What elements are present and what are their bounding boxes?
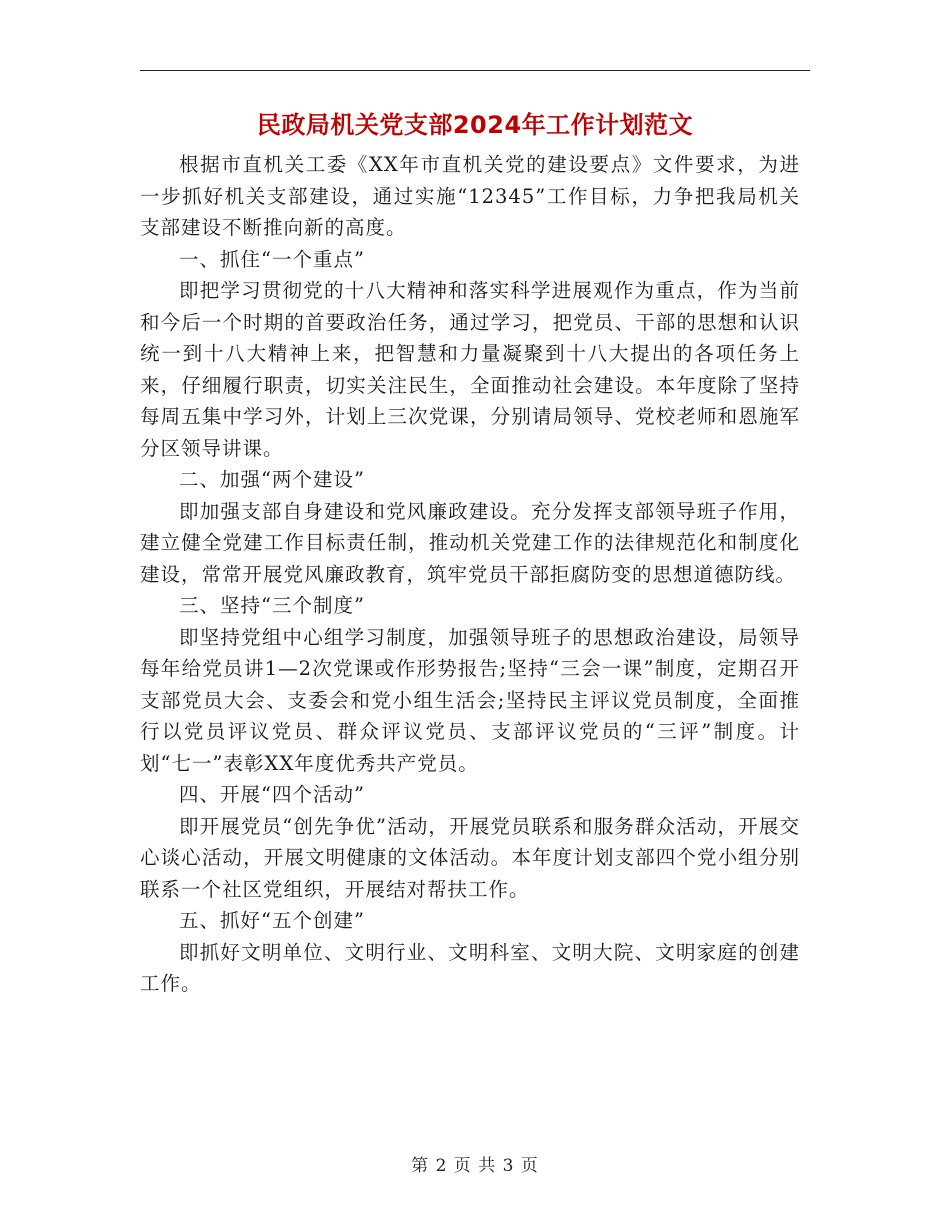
section-body-3: 即坚持党组中心组学习制度，加强领导班子的思想政治建设，局领导每年给党员讲1—2次党课或作形势报告;坚持“三会一课”制度，定期召开支部党员大会、支委会和党小组生活会;坚持民主评议党员制度，全面推行以党员评议党员、群众评议党员、支部评议党员的“三评”制度。计划“七一”表彰XX年度优秀共产党员。 — [140, 625, 800, 775]
section-body-4: 即开展党员“创先争优”活动，开展党员联系和服务群众活动，开展交心谈心活动，开展文明健康的文体活动。本年度计划支部四个党小组分别联系一个社区党组织，开展结对帮扶工作。 — [140, 814, 800, 901]
document-title: 民政局机关党支部2024年工作计划范文 — [256, 111, 694, 139]
section-body-1: 即把学习贯彻党的十八大精神和落实科学进展观作为重点，作为当前和今后一个时期的首要政治任务，通过学习，把党员、干部的思想和认识统一到十八大精神上来，把智慧和力量凝聚到十八大提出的各项任务上来，仔细履行职责，切实关注民生，全面推动社会建设。本年度除了坚持每周五集中学习外，计划上三次党课，分别请局领导、党校老师和恩施军分区领导讲课。 — [140, 279, 800, 460]
section-body-2: 即加强支部自身建设和党风廉政建设。充分发挥支部领导班子作用，建立健全党建工作目标责任制，推动机关党建工作的法律规范化和制度化建设，常常开展党风廉政教育，筑牢党员干部拒腐防变的思想道德防线。 — [140, 499, 800, 586]
header-rule — [140, 70, 810, 71]
section-heading-3: 三、坚持“三个制度” — [179, 594, 365, 617]
intro-paragraph: 根据市直机关工委《XX年市直机关党的建设要点》文件要求，为进一步抓好机关支部建设，通过实施“12345”工作目标，力争把我局机关支部建设不断推向新的高度。 — [140, 153, 800, 239]
section-heading-5: 五、抓好“五个创建” — [179, 909, 365, 932]
section-heading-1: 一、抓住“一个重点” — [179, 247, 365, 271]
section-heading-4: 四、开展“四个活动” — [179, 783, 365, 806]
section-heading-2: 二、加强“两个建设” — [179, 468, 365, 491]
section-body-5: 即抓好文明单位、文明行业、文明科室、文明大院、文明家庭的创建工作。 — [140, 940, 800, 995]
page-number-footer: 第 2 页 共 3 页 — [411, 1156, 539, 1176]
document-body — [140, 149, 800, 1000]
